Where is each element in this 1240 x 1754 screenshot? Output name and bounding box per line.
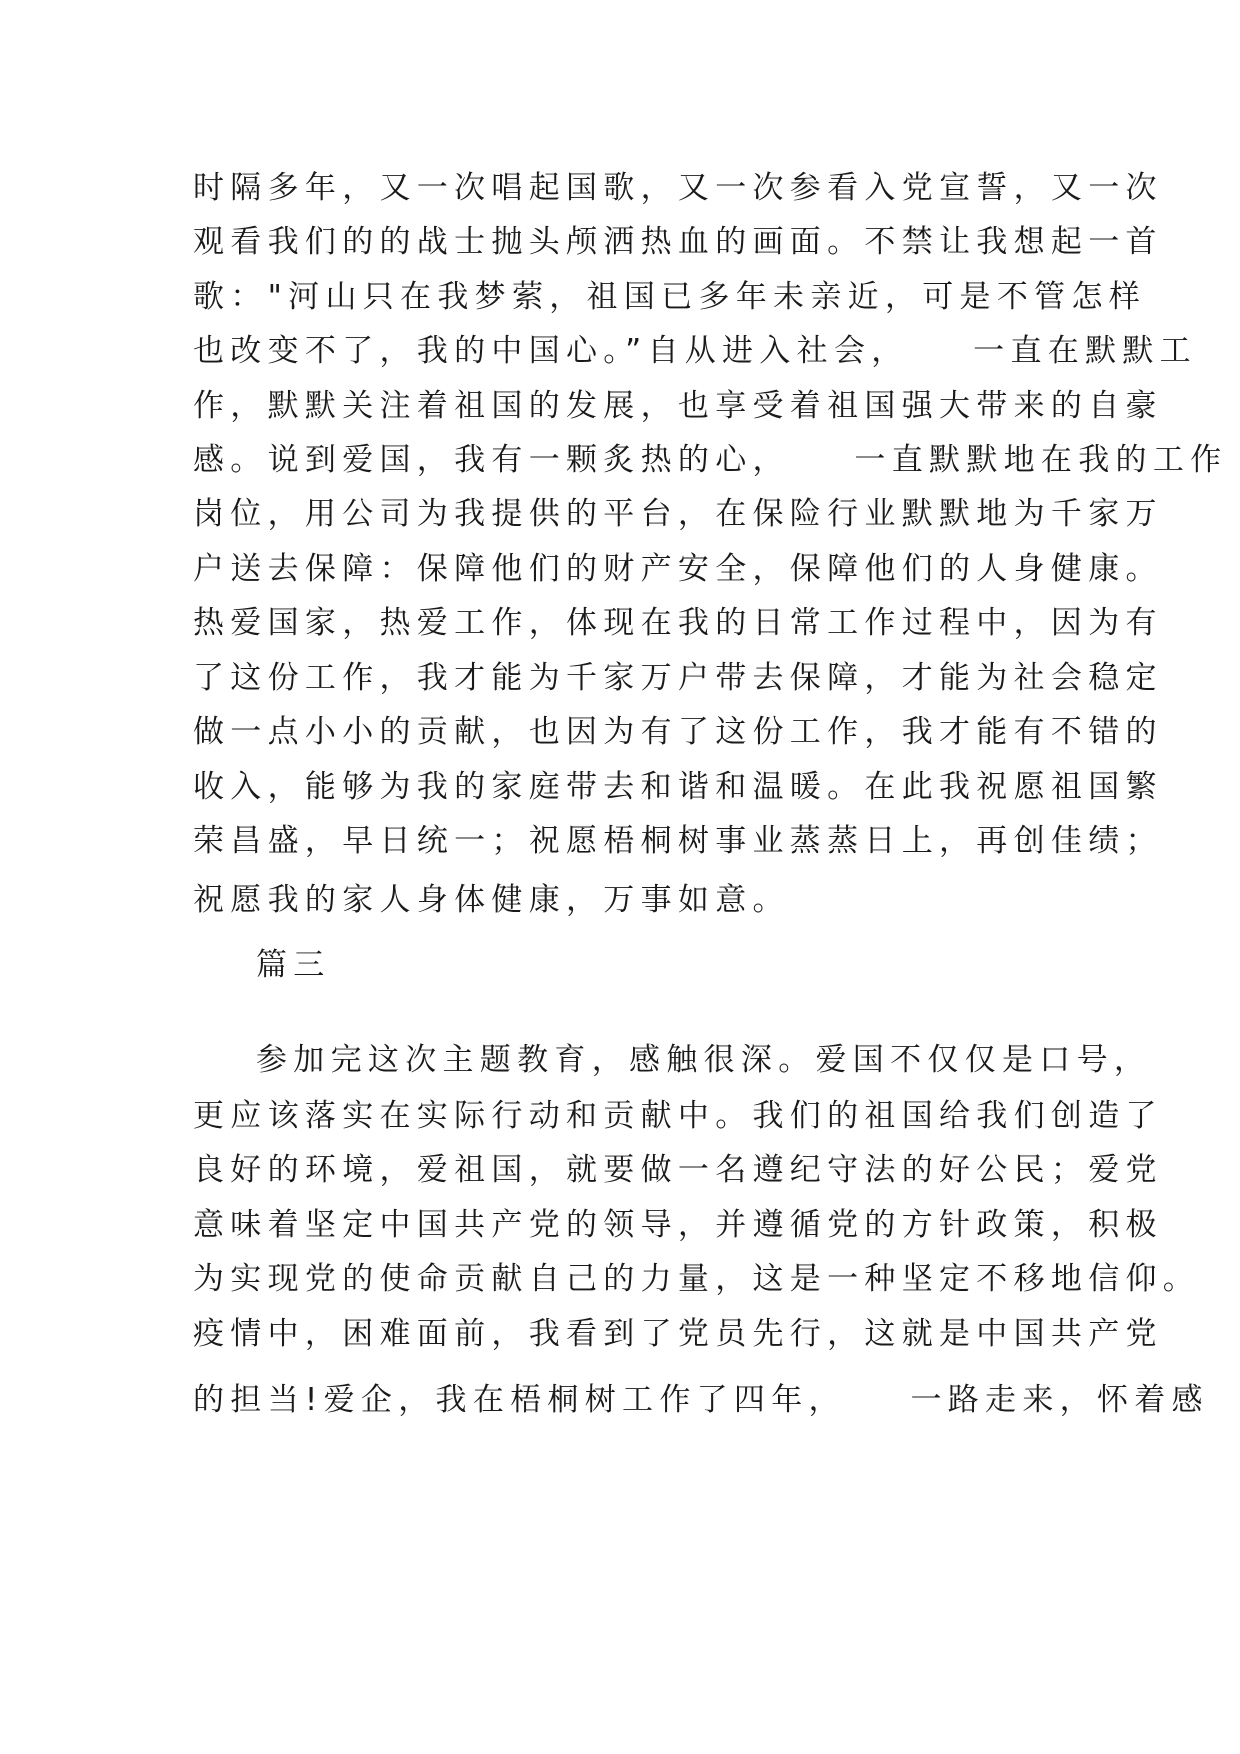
body-text-line: 为实现党的使命贡献自己的力量，这是一种坚定不移地信仰。 — [193, 1261, 1201, 1297]
body-text-line: 意味着坚定中国共产党的领导，并遵循党的方针政策，积极 — [193, 1207, 1163, 1243]
body-text-line: 岗位，用公司为我提供的平台，在保险行业默默地为千家万 — [193, 496, 1163, 532]
section-heading: 篇三 — [256, 947, 331, 983]
body-text-line: 了这份工作，我才能为千家万户带去保障，才能为社会稳定 — [193, 660, 1163, 696]
body-text-line: 感。说到爱国，我有一颗炙热的心， 一直默默地在我的工作 — [193, 442, 1228, 478]
body-text-line: 祝愿我的家人身体健康，万事如意。 — [193, 882, 790, 918]
body-text-line: 歌："河山只在我梦萦，祖国已多年未亲近，可是不管怎样 — [193, 279, 1147, 315]
body-text-line: 也改变不了，我的中国心。”自从进入社会， 一直在默默工 — [193, 333, 1197, 369]
body-text-line: 做一点小小的贡献，也因为有了这份工作，我才能有不错的 — [193, 714, 1163, 750]
body-text-line: 参加完这次主题教育，感触很深。爱国不仅仅是口号， — [256, 1042, 1152, 1078]
body-text-line: 的担当!爱企，我在梧桐树工作了四年， 一路走来，怀着感 — [193, 1382, 1209, 1418]
body-text-line: 户送去保障：保障他们的财产安全，保障他们的人身健康。 — [193, 551, 1163, 587]
body-text-line: 疫情中，困难面前，我看到了党员先行，这就是中国共产党 — [193, 1316, 1163, 1352]
body-text-line: 热爱国家，热爱工作，体现在我的日常工作过程中，因为有 — [193, 605, 1163, 641]
body-text-line: 收入，能够为我的家庭带去和谐和温暖。在此我祝愿祖国繁 — [193, 769, 1163, 805]
body-text-line: 荣昌盛，早日统一；祝愿梧桐树事业蒸蒸日上，再创佳绩； — [193, 823, 1163, 859]
body-text-line: 良好的环境，爱祖国，就要做一名遵纪守法的好公民；爱党 — [193, 1152, 1163, 1188]
body-text-line: 更应该落实在实际行动和贡献中。我们的祖国给我们创造了 — [193, 1098, 1163, 1134]
body-text-line: 作，默默关注着祖国的发展，也享受着祖国强大带来的自豪 — [193, 388, 1163, 424]
body-text-line: 观看我们的的战士抛头颅洒热血的画面。不禁让我想起一首 — [193, 224, 1163, 260]
body-text-line: 时隔多年，又一次唱起国歌，又一次参看入党宣誓，又一次 — [193, 170, 1163, 206]
